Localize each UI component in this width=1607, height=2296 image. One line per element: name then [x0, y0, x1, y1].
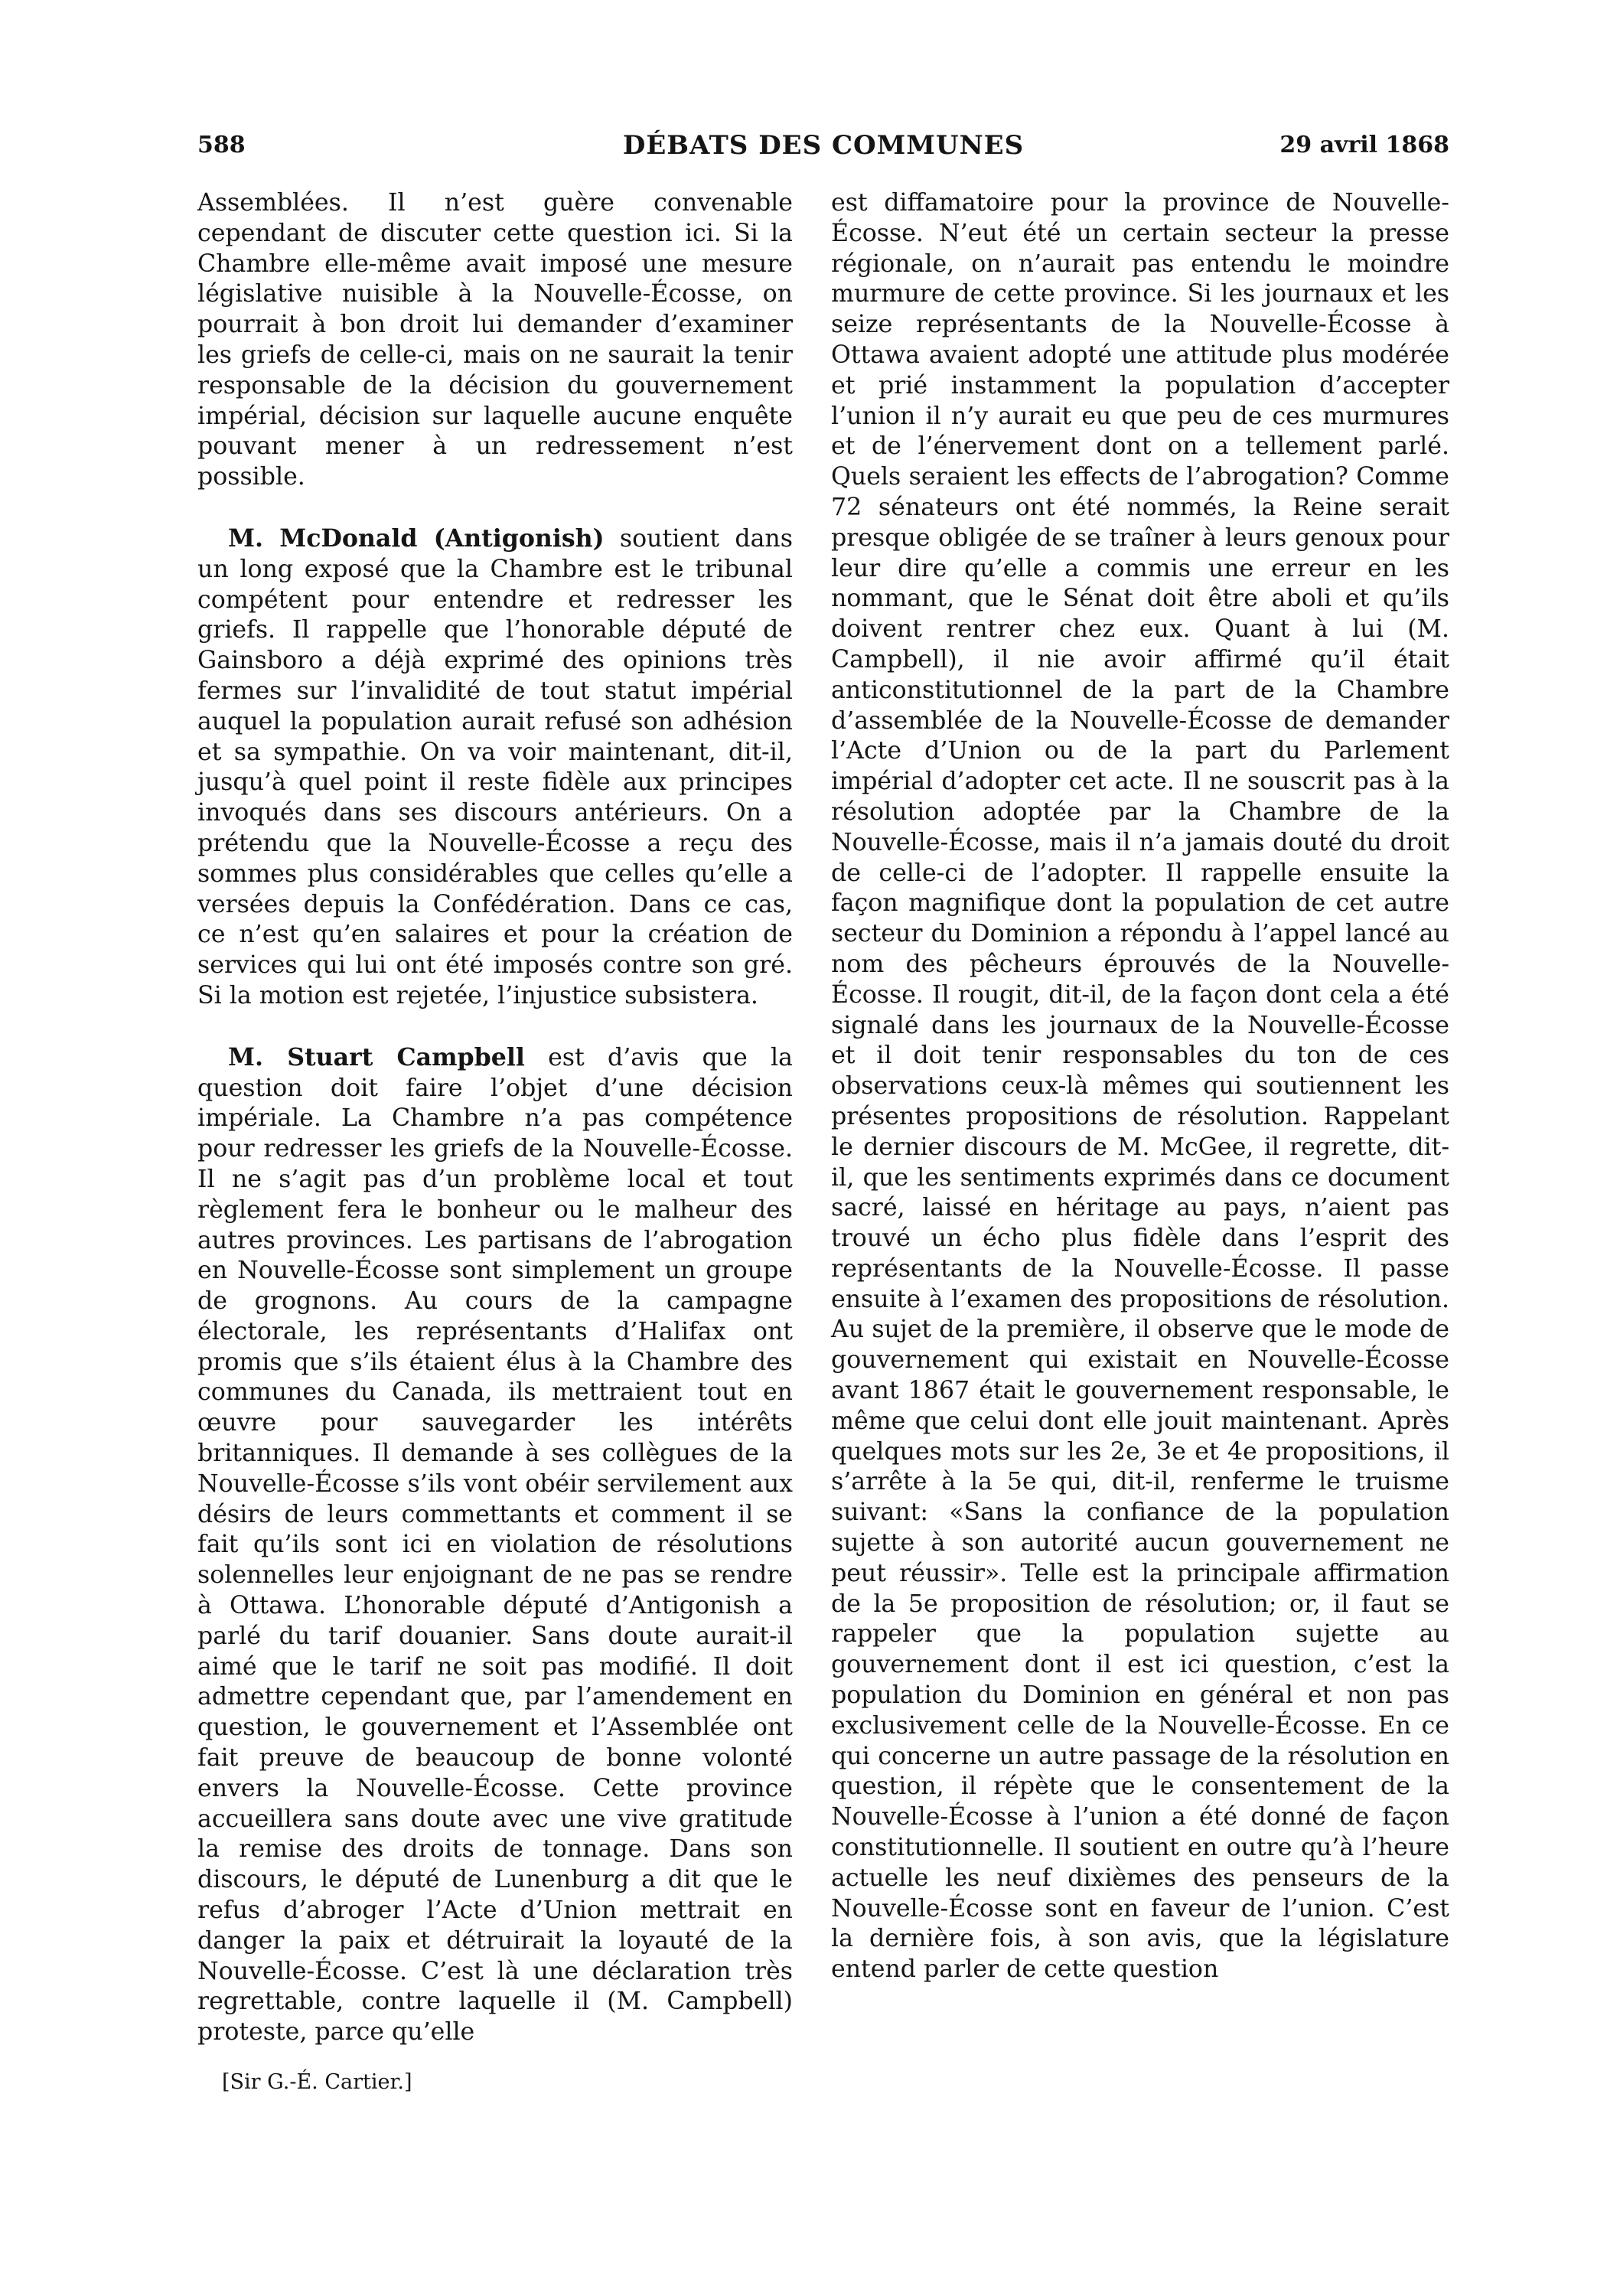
page-header	[197, 132, 1449, 171]
footer-attribution: [Sir G.-É. Cartier.]	[222, 2070, 412, 2094]
paragraph	[197, 1042, 793, 2048]
page-date: 29 avril 1868	[1279, 132, 1449, 158]
right-column	[831, 188, 1449, 1985]
paragraph	[197, 523, 793, 1012]
paragraph-text: est d’avis que la question doit faire l’objet d’une décision impériale. La Chambre n’a pas compétence pour redresser les griefs de la Nouvelle-Écosse. Il ne s’agit pas d’un problème local et tout règlement fera le bonheur ou le malheur des autres provinces. Les partisans de l’abrogation en Nouvelle-Écosse sont simplement un groupe de grognons. Au cours de la campagne électorale, les représentants d’Halifax ont promis que s’ils étaient élus à la Chambre des communes du Canada, ils mettraient tout en œuvre pour sauvegarder les intérêts britanniques. Il demande à ses collègues de la Nouvelle-Écosse s’ils vont obéir servilement aux désirs de leurs commettants et comment il se fait qu’ils sont ici en violation de résolutions solennelles leur enjoignant de ne pas se rendre à Ottawa. L’honorable député d’Antigonish a parlé du tarif douanier. Sans doute aurait-il aimé que le tarif ne soit pas modifié. Il doit admettre cependant que, par l’amendement en question, le gouvernement et l’Assemblée ont fait preuve de beaucoup de bonne volonté envers la Nouvelle-Écosse. Cette province accueillera sans doute avec une vive gratitude la remise des droits de tonnage. Dans son discours, le député de Lunenburg a dit que le refus d’abroger l’Acte d’Union mettrait en danger la paix et détruirait la loyauté de la Nouvelle-Écosse. C’est là une déclaration très regrettable, contre laquelle il (M. Campbell) proteste, parce qu’elle	[197, 1043, 793, 2047]
paragraph: est diffamatoire pour la province de Nouvelle-Écosse. N’eut été un certain secteur la presse régionale, on n’aurait pas entendu le moindre murmure de cette province. Si les journaux et les seize représentants de la Nouvelle-Écosse à Ottawa avaient adopté une attitude plus modérée et prié instamment la population d’accepter l’union il n’y aurait eu que peu de ces murmures et de l’énervement dont on a tellement parlé. Quels seraient les effects de l’abrogation? Comme 72 sénateurs ont été nommés, la Reine serait presque obligée de se traîner à leurs genoux pour leur dire qu’elle a commis une erreur en les nommant, que le Sénat doit être aboli et qu’ils doivent rentrer chez eux. Quant à lui (M. Campbell), il nie avoir affirmé qu’il était anticonstitutionnel de la part de la Chambre d’assemblée de la Nouvelle-Écosse de demander l’Acte d’Union ou de la part du Parlement impérial d’adopter cet acte. Il ne souscrit pas à la résolution adoptée par la Chambre de la Nouvelle-Écosse, mais il n’a jamais douté du droit de celle-ci de l’adopter. Il rappelle ensuite la façon magnifique dont la population de cet autre secteur du Dominion a répondu à l’appel lancé au nom des pêcheurs éprouvés de la Nouvelle-Écosse. Il rougit, dit-il, de la façon dont cela a été signalé dans les journaux de la Nouvelle-Écosse et il doit tenir responsables du ton de ces observations ceux-là mêmes qui soutiennent les présentes propositions de résolution. Rappelant le dernier discours de M. McGee, il regrette, dit-il, que les sentiments exprimés dans ce document sacré, laissé en héritage au pays, n’aient pas trouvé un écho plus fidèle dans l’esprit des représentants de la Nouvelle-Écosse. Il passe ensuite à l’examen des propositions de résolution. Au sujet de la première, il observe que le mode de gouvernement qui existait en Nouvelle-Écosse avant 1867 était le gouvernement responsable, le même que celui dont elle jouit maintenant. Après quelques mots sur les 2e, 3e et 4e propositions, il s’arrête à la 5e qui, dit-il, renferme le truisme suivant: «Sans la confiance de la population sujette à son autorité aucun gouvernement ne peut réussir». Telle est la principale affirmation de la 5e proposition de résolution; or, il faut se rappeler que la population sujette au gouvernement dont il est ici question, c’est la population du Dominion en général et non pas exclusivement celle de la Nouvelle-Écosse. En ce qui concerne un autre passage de la résolution en question, il répète que le consentement de la Nouvelle-Écosse à l’union a été donné de façon constitutionnelle. Il soutient en outre qu’à l’heure actuelle les neuf dixièmes des penseurs de la Nouvelle-Écosse sont en faveur de l’union. C’est la dernière fois, à son avis, que la législature entend parler de cette question	[831, 189, 1449, 1984]
left-column	[197, 188, 793, 2048]
publication-title: DÉBATS DES COMMUNES	[622, 130, 1025, 161]
speaker-name: M. McDonald (Antigonish)	[228, 523, 605, 553]
paragraph-text: soutient dans un long exposé que la Chambre est le tribunal compétent pour entendre et redresser les griefs. Il rappelle que l’honorable député de Gainsboro a déjà exprimé des opinions très fermes sur l’invalidité de tout statut impérial auquel la population aurait refusé son adhésion et sa sympathie. On va voir maintenant, dit-il, jusqu’à quel point il reste fidèle aux principes invoqués dans ses discours antérieurs. On a prétendu que la Nouvelle-Écosse a reçu des sommes plus considérables que celles qu’elle a versées depuis la Confédération. Dans ce cas, ce n’est qu’en salaires et pour la création de services qui lui ont été imposés contre son gré. Si la motion est rejetée, l’injustice subsistera.	[197, 524, 793, 1009]
paragraph: Assemblées. Il n’est guère convenable cependant de discuter cette question ici. Si la Chambre elle-même avait imposé une mesure législative nuisible à la Nouvelle-Écosse, on pourrait à bon droit lui demander d’examiner les griefs de celle-ci, mais on ne saurait la tenir responsable de la décision du gouvernement impérial, décision sur laquelle aucune enquête pouvant mener à un redressement n’est possible.	[197, 189, 793, 491]
page-number: 588	[197, 132, 246, 158]
speaker-name: M. Stuart Campbell	[228, 1042, 525, 1071]
